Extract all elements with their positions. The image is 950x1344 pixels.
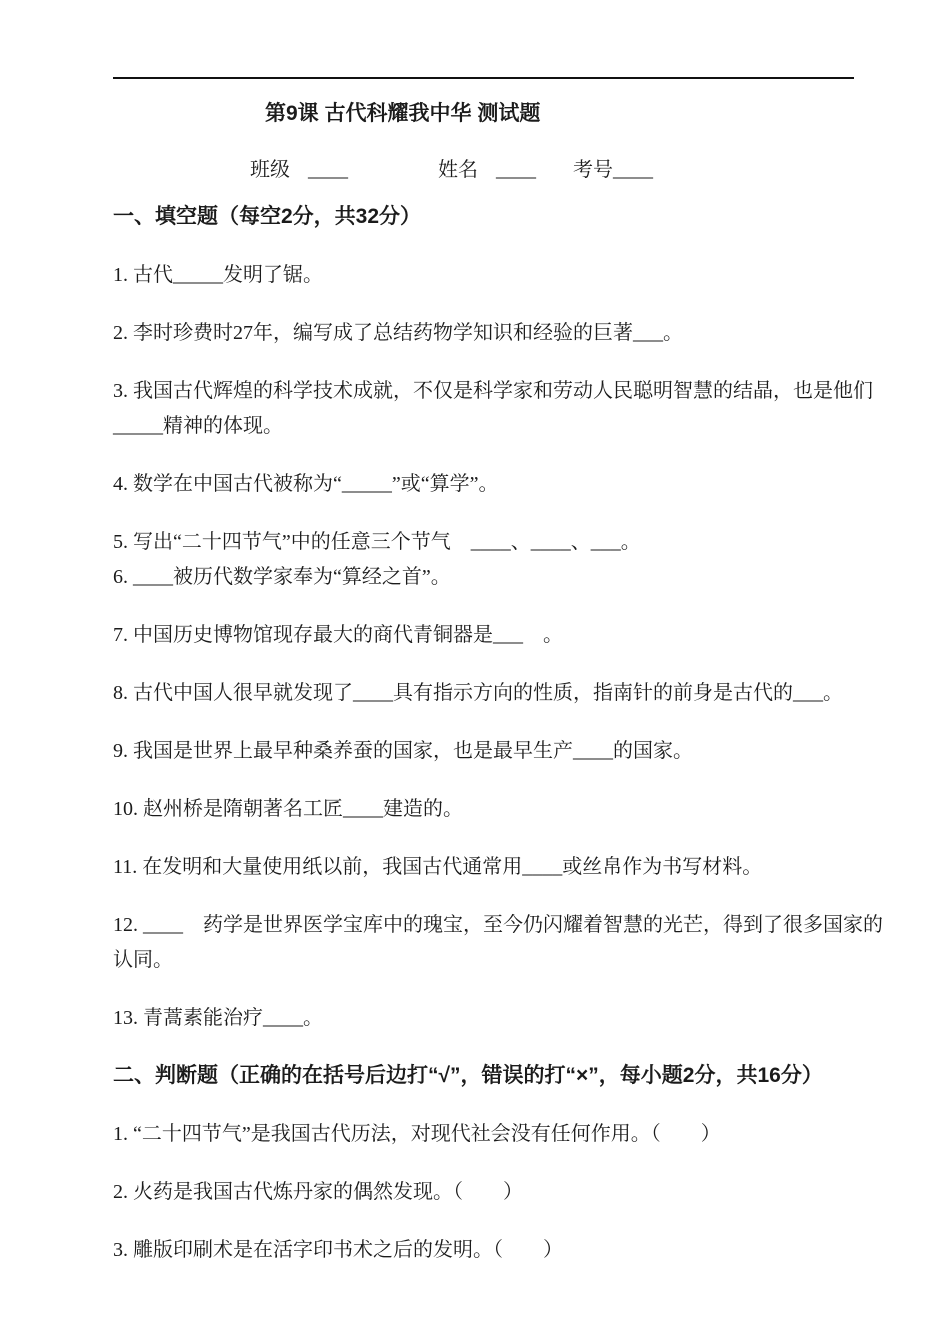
section-2-heading-true-false: 二、判断题（正确的在括号后边打“√”，错误的打“×”，每小题2分，共16分）	[113, 1064, 823, 1087]
class-blank: ____	[308, 159, 348, 181]
question-s2-3	[113, 1233, 853, 1268]
question-text-line-1: 12. ____ 药学是世界医学宝库中的瑰宝，至今仍闪耀着智慧的光芒，得到了很多国家的	[113, 914, 883, 936]
question-text: 2. 李时珍费时27年，编写成了总结药物学知识和经验的巨著___。	[113, 322, 683, 344]
question-s1-4	[113, 467, 853, 502]
question-text: 11. 在发明和大量使用纸以前，我国古代通常用____或丝帛作为书写材料。	[113, 856, 763, 878]
question-s1-2	[113, 316, 853, 351]
class-label: 班级	[250, 159, 290, 181]
question-text: 13. 青蒿素能治疗____。	[113, 1007, 323, 1029]
page-title: 第9课 古代科耀我中华 测试题	[265, 102, 541, 125]
question-text-line-2: _____精神的体现。	[113, 415, 283, 437]
question-text: 1. 古代_____发明了锯。	[113, 264, 323, 286]
question-s1-12	[113, 908, 883, 978]
question-s2-2	[113, 1175, 853, 1210]
header-divider-line	[113, 77, 854, 79]
question-s1-1	[113, 258, 853, 293]
student-info-row	[113, 155, 853, 185]
question-text: 7. 中国历史博物馆现存最大的商代青铜器是___ 。	[113, 624, 563, 646]
question-text: 8. 古代中国人很早就发现了____具有指示方向的性质，指南针的前身是古代的___。	[113, 682, 843, 704]
question-s1-7	[113, 618, 853, 653]
question-text: 10. 赵州桥是隋朝著名工匠____建造的。	[113, 798, 463, 820]
question-s1-10	[113, 792, 853, 827]
exam-number-blank: ____	[613, 159, 653, 181]
name-blank: ____	[496, 159, 536, 181]
question-s1-3	[113, 374, 873, 444]
question-text: 5. 写出“二十四节气”中的任意三个节气 ____、____、___。	[113, 531, 641, 553]
question-text: 9. 我国是世界上最早种桑养蚕的国家，也是最早生产____的国家。	[113, 740, 693, 762]
question-text: 4. 数学在中国古代被称为“_____”或“算学”。	[113, 473, 499, 495]
question-text-line-2: 认同。	[113, 949, 173, 971]
question-s1-6	[113, 560, 853, 595]
question-s1-11	[113, 850, 853, 885]
question-s1-8	[113, 676, 853, 711]
question-s1-5	[113, 525, 853, 560]
exam-number-label: 考号	[573, 159, 613, 181]
question-text: 2. 火药是我国古代炼丹家的偶然发现。（ ）	[113, 1181, 523, 1203]
question-text-line-1: 3. 我国古代辉煌的科学技术成就，不仅是科学家和劳动人民聪明智慧的结晶，也是他们	[113, 380, 873, 402]
question-text: 6. ____被历代数学家奉为“算经之首”。	[113, 566, 451, 588]
question-s1-13	[113, 1001, 853, 1036]
question-s1-9	[113, 734, 853, 769]
question-s2-1	[113, 1117, 853, 1152]
question-text: 1. “二十四节气”是我国古代历法，对现代社会没有任何作用。（ ）	[113, 1123, 721, 1145]
question-text: 3. 雕版印刷术是在活字印书术之后的发明。（ ）	[113, 1239, 563, 1261]
name-label: 姓名	[438, 159, 478, 181]
section-1-heading-fill-in-blanks: 一、填空题（每空2分，共32分）	[113, 205, 422, 228]
